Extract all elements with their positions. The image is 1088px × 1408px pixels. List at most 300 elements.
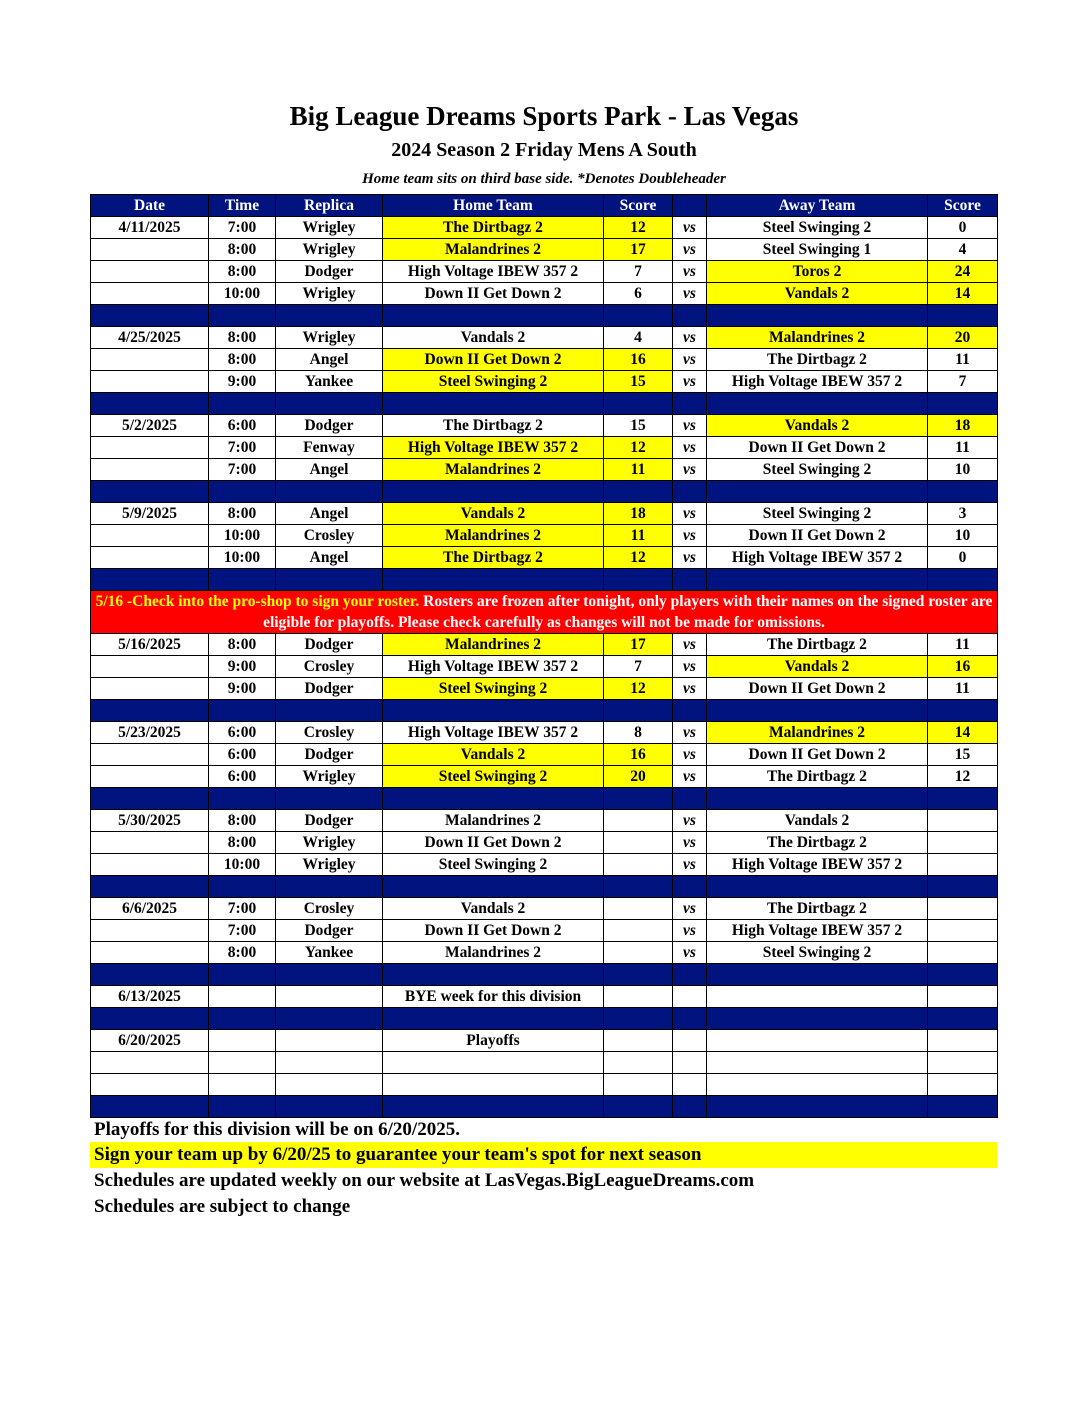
cell-home-team: Steel Swinging 2 <box>383 854 604 876</box>
roster-notice-text: Rosters are frozen after tonight, only players with their names on the signed roster are eligible for playoffs. Please check carefully as changes will not be made for omissions. <box>263 593 993 631</box>
game-row <box>91 261 998 283</box>
cell-home-score <box>604 1052 673 1074</box>
cell-date <box>91 1052 209 1074</box>
game-row <box>91 349 998 371</box>
cell-date <box>91 678 209 700</box>
separator-cell <box>91 788 209 810</box>
cell-field: Dodger <box>276 744 383 766</box>
game-row <box>91 766 998 788</box>
cell-field: Dodger <box>276 415 383 437</box>
col-header-away-score: Score <box>928 195 998 217</box>
separator-cell <box>604 876 673 898</box>
game-row <box>91 1074 998 1096</box>
cell-time: 7:00 <box>209 437 276 459</box>
separator-cell <box>209 964 276 986</box>
cell-away-score: 14 <box>928 283 998 305</box>
cell-away-team: Steel Swinging 1 <box>707 239 928 261</box>
col-header-vs <box>673 195 707 217</box>
cell-date <box>91 920 209 942</box>
cell-home-score: 17 <box>604 239 673 261</box>
separator-cell <box>707 1008 928 1030</box>
cell-date <box>91 547 209 569</box>
cell-date: 6/13/2025 <box>91 986 209 1008</box>
col-header-home-team: Home Team <box>383 195 604 217</box>
cell-date <box>91 371 209 393</box>
cell-away-score <box>928 898 998 920</box>
schedule-body <box>91 217 998 1118</box>
page-title: Big League Dreams Sports Park - Las Vegas <box>289 101 799 131</box>
cell-away-score: 14 <box>928 722 998 744</box>
separator-cell <box>673 876 707 898</box>
separator-cell <box>91 569 209 591</box>
cell-home-score: 12 <box>604 678 673 700</box>
separator-cell <box>928 1008 998 1030</box>
cell-field <box>276 1052 383 1074</box>
cell-home-score: 15 <box>604 371 673 393</box>
separator-cell <box>673 393 707 415</box>
cell-date: 4/25/2025 <box>91 327 209 349</box>
cell-date: 4/11/2025 <box>91 217 209 239</box>
game-row <box>91 810 998 832</box>
cell-vs: vs <box>673 503 707 525</box>
cell-away-team: Vandals 2 <box>707 415 928 437</box>
game-row <box>91 898 998 920</box>
game-row <box>91 503 998 525</box>
separator-cell <box>276 569 383 591</box>
cell-vs: vs <box>673 898 707 920</box>
week-separator-row <box>91 305 998 327</box>
separator-cell <box>383 964 604 986</box>
cell-vs: vs <box>673 656 707 678</box>
cell-time: 8:00 <box>209 634 276 656</box>
cell-home-team: Malandrines 2 <box>383 810 604 832</box>
cell-home-score: 15 <box>604 415 673 437</box>
cell-date <box>91 261 209 283</box>
cell-home-team: Malandrines 2 <box>383 942 604 964</box>
separator-cell <box>91 393 209 415</box>
cell-away-team: The Dirtbagz 2 <box>707 766 928 788</box>
game-row <box>91 415 998 437</box>
roster-notice-row <box>91 591 998 634</box>
game-row <box>91 920 998 942</box>
cell-away-score: 18 <box>928 415 998 437</box>
separator-cell <box>928 788 998 810</box>
cell-vs: vs <box>673 744 707 766</box>
cell-field: Dodger <box>276 261 383 283</box>
cell-time: 9:00 <box>209 656 276 678</box>
separator-cell <box>673 700 707 722</box>
cell-away-score: 0 <box>928 547 998 569</box>
cell-time: 10:00 <box>209 283 276 305</box>
separator-cell <box>91 876 209 898</box>
separator-cell <box>91 1008 209 1030</box>
cell-home-team: High Voltage IBEW 357 2 <box>383 722 604 744</box>
separator-cell <box>673 481 707 503</box>
cell-away-team: High Voltage IBEW 357 2 <box>707 920 928 942</box>
cell-field <box>276 1030 383 1052</box>
cell-away-team: Steel Swinging 2 <box>707 942 928 964</box>
cell-home-score <box>604 832 673 854</box>
cell-away-score <box>928 832 998 854</box>
cell-home-score <box>604 1030 673 1052</box>
game-row <box>91 371 998 393</box>
cell-away-score: 20 <box>928 327 998 349</box>
separator-cell <box>276 700 383 722</box>
game-row <box>91 1052 998 1074</box>
game-row <box>91 547 998 569</box>
cell-time: 8:00 <box>209 349 276 371</box>
cell-away-team: Down II Get Down 2 <box>707 744 928 766</box>
cell-field: Crosley <box>276 525 383 547</box>
cell-vs: vs <box>673 832 707 854</box>
separator-cell <box>604 481 673 503</box>
cell-vs: vs <box>673 547 707 569</box>
col-header-away-team: Away Team <box>707 195 928 217</box>
cell-home-team: Vandals 2 <box>383 744 604 766</box>
cell-field: Wrigley <box>276 283 383 305</box>
separator-cell <box>383 700 604 722</box>
cell-time <box>209 1052 276 1074</box>
schedule-table <box>90 194 998 1118</box>
separator-cell <box>928 876 998 898</box>
cell-home-score <box>604 854 673 876</box>
cell-away-team: Steel Swinging 2 <box>707 217 928 239</box>
cell-away-team: Malandrines 2 <box>707 327 928 349</box>
separator-cell <box>91 1096 209 1118</box>
cell-date <box>91 744 209 766</box>
separator-cell <box>928 1096 998 1118</box>
cell-home-team: Malandrines 2 <box>383 525 604 547</box>
cell-away-team <box>707 1030 928 1052</box>
game-row <box>91 986 998 1008</box>
separator-cell <box>209 393 276 415</box>
cell-home-team: BYE week for this division <box>383 986 604 1008</box>
cell-away-score <box>928 854 998 876</box>
separator-cell <box>707 788 928 810</box>
separator-cell <box>604 1096 673 1118</box>
cell-vs: vs <box>673 371 707 393</box>
roster-notice <box>91 591 998 634</box>
separator-cell <box>604 569 673 591</box>
cell-home-score: 16 <box>604 744 673 766</box>
cell-away-score: 0 <box>928 217 998 239</box>
cell-field: Angel <box>276 547 383 569</box>
separator-cell <box>928 393 998 415</box>
cell-away-score: 11 <box>928 437 998 459</box>
cell-away-team: The Dirtbagz 2 <box>707 634 928 656</box>
cell-away-score: 10 <box>928 459 998 481</box>
cell-date <box>91 1074 209 1096</box>
game-row <box>91 525 998 547</box>
game-row <box>91 283 998 305</box>
cell-date <box>91 239 209 261</box>
separator-cell <box>673 1096 707 1118</box>
cell-date <box>91 283 209 305</box>
cell-home-team: The Dirtbagz 2 <box>383 547 604 569</box>
separator-cell <box>91 481 209 503</box>
cell-vs <box>673 986 707 1008</box>
cell-home-score: 4 <box>604 327 673 349</box>
cell-date <box>91 437 209 459</box>
cell-home-team: The Dirtbagz 2 <box>383 217 604 239</box>
cell-field: Dodger <box>276 810 383 832</box>
game-row <box>91 327 998 349</box>
separator-cell <box>91 305 209 327</box>
week-separator-row <box>91 481 998 503</box>
cell-home-team: Vandals 2 <box>383 327 604 349</box>
cell-vs: vs <box>673 349 707 371</box>
separator-cell <box>604 964 673 986</box>
cell-away-team: Vandals 2 <box>707 283 928 305</box>
cell-vs: vs <box>673 766 707 788</box>
cell-away-team: Down II Get Down 2 <box>707 525 928 547</box>
cell-away-score: 15 <box>928 744 998 766</box>
cell-home-score: 6 <box>604 283 673 305</box>
footer-subject: Schedules are subject to change <box>94 1196 351 1217</box>
cell-date <box>91 832 209 854</box>
week-separator-row <box>91 788 998 810</box>
separator-cell <box>209 1096 276 1118</box>
separator-cell <box>209 700 276 722</box>
separator-cell <box>707 481 928 503</box>
cell-vs <box>673 1030 707 1052</box>
week-separator-row <box>91 700 998 722</box>
cell-home-score: 11 <box>604 525 673 547</box>
game-row <box>91 744 998 766</box>
cell-away-team: Steel Swinging 2 <box>707 459 928 481</box>
cell-time: 7:00 <box>209 898 276 920</box>
cell-vs <box>673 1052 707 1074</box>
cell-vs: vs <box>673 678 707 700</box>
separator-cell <box>91 700 209 722</box>
cell-home-team: Malandrines 2 <box>383 459 604 481</box>
cell-field: Crosley <box>276 898 383 920</box>
week-separator-row <box>91 964 998 986</box>
separator-cell <box>928 305 998 327</box>
cell-vs: vs <box>673 459 707 481</box>
cell-away-score <box>928 810 998 832</box>
separator-cell <box>707 964 928 986</box>
week-separator-row <box>91 1096 998 1118</box>
cell-home-score: 16 <box>604 349 673 371</box>
separator-cell <box>276 481 383 503</box>
col-header-date: Date <box>91 195 209 217</box>
separator-cell <box>209 569 276 591</box>
cell-away-team: Down II Get Down 2 <box>707 678 928 700</box>
separator-cell <box>209 876 276 898</box>
cell-field: Dodger <box>276 678 383 700</box>
game-row <box>91 459 998 481</box>
cell-away-score: 10 <box>928 525 998 547</box>
game-row <box>91 854 998 876</box>
separator-cell <box>604 305 673 327</box>
page-subtitle: 2024 Season 2 Friday Mens A South <box>391 139 697 161</box>
cell-home-score <box>604 986 673 1008</box>
cell-field <box>276 1074 383 1096</box>
separator-cell <box>383 788 604 810</box>
cell-time: 9:00 <box>209 678 276 700</box>
separator-cell <box>383 1096 604 1118</box>
cell-date <box>91 525 209 547</box>
game-row <box>91 656 998 678</box>
separator-cell <box>91 964 209 986</box>
cell-home-score: 7 <box>604 261 673 283</box>
cell-time: 8:00 <box>209 942 276 964</box>
cell-time: 8:00 <box>209 327 276 349</box>
cell-home-score <box>604 942 673 964</box>
game-row <box>91 942 998 964</box>
cell-time: 8:00 <box>209 503 276 525</box>
cell-away-score: 11 <box>928 678 998 700</box>
separator-cell <box>604 700 673 722</box>
table-header-row <box>91 195 998 217</box>
footer-playoffs: Playoffs for this division will be on 6/20/2025. <box>94 1119 460 1140</box>
cell-date: 6/6/2025 <box>91 898 209 920</box>
cell-away-score: 24 <box>928 261 998 283</box>
cell-home-score: 17 <box>604 634 673 656</box>
cell-date: 5/30/2025 <box>91 810 209 832</box>
cell-field: Wrigley <box>276 239 383 261</box>
cell-field: Yankee <box>276 942 383 964</box>
footer-website: Schedules are updated weekly on our website at LasVegas.BigLeagueDreams.com <box>94 1170 755 1191</box>
separator-cell <box>383 569 604 591</box>
cell-field: Crosley <box>276 722 383 744</box>
cell-time: 10:00 <box>209 854 276 876</box>
cell-date: 5/2/2025 <box>91 415 209 437</box>
cell-date: 5/23/2025 <box>91 722 209 744</box>
week-separator-row <box>91 876 998 898</box>
cell-away-team: Down II Get Down 2 <box>707 437 928 459</box>
col-header-time: Time <box>209 195 276 217</box>
cell-vs: vs <box>673 722 707 744</box>
separator-cell <box>209 1008 276 1030</box>
cell-away-score: 7 <box>928 371 998 393</box>
cell-away-score: 11 <box>928 349 998 371</box>
cell-date <box>91 459 209 481</box>
separator-cell <box>276 788 383 810</box>
cell-home-team: Playoffs <box>383 1030 604 1052</box>
game-row <box>91 437 998 459</box>
cell-field: Angel <box>276 349 383 371</box>
separator-cell <box>673 305 707 327</box>
cell-date <box>91 766 209 788</box>
cell-vs: vs <box>673 634 707 656</box>
cell-home-score: 8 <box>604 722 673 744</box>
cell-away-team: Vandals 2 <box>707 656 928 678</box>
cell-home-team: Vandals 2 <box>383 898 604 920</box>
cell-field: Wrigley <box>276 832 383 854</box>
separator-cell <box>276 393 383 415</box>
cell-home-team: Vandals 2 <box>383 503 604 525</box>
cell-field: Yankee <box>276 371 383 393</box>
cell-away-score: 4 <box>928 239 998 261</box>
cell-vs: vs <box>673 810 707 832</box>
cell-field: Crosley <box>276 656 383 678</box>
cell-date: 5/9/2025 <box>91 503 209 525</box>
roster-notice-accent: 5/16 -Check into the pro-shop to sign your roster. <box>95 593 420 610</box>
cell-time: 10:00 <box>209 525 276 547</box>
cell-vs: vs <box>673 920 707 942</box>
cell-field: Fenway <box>276 437 383 459</box>
separator-cell <box>928 964 998 986</box>
cell-date: 6/20/2025 <box>91 1030 209 1052</box>
game-row <box>91 832 998 854</box>
cell-away-score: 3 <box>928 503 998 525</box>
cell-time: 8:00 <box>209 261 276 283</box>
cell-home-team: High Voltage IBEW 357 2 <box>383 261 604 283</box>
cell-field: Wrigley <box>276 766 383 788</box>
cell-date <box>91 854 209 876</box>
cell-away-score <box>928 942 998 964</box>
game-row <box>91 217 998 239</box>
cell-home-score <box>604 898 673 920</box>
cell-away-team: The Dirtbagz 2 <box>707 349 928 371</box>
cell-vs: vs <box>673 854 707 876</box>
cell-date <box>91 942 209 964</box>
cell-away-team: High Voltage IBEW 357 2 <box>707 854 928 876</box>
separator-cell <box>928 481 998 503</box>
cell-time: 8:00 <box>209 239 276 261</box>
cell-away-team: High Voltage IBEW 357 2 <box>707 371 928 393</box>
cell-home-team: Steel Swinging 2 <box>383 766 604 788</box>
cell-field <box>276 986 383 1008</box>
cell-home-team: The Dirtbagz 2 <box>383 415 604 437</box>
col-header-replica: Replica <box>276 195 383 217</box>
cell-time: 6:00 <box>209 766 276 788</box>
cell-away-team <box>707 1074 928 1096</box>
separator-cell <box>276 1008 383 1030</box>
cell-date <box>91 656 209 678</box>
cell-vs <box>673 1074 707 1096</box>
cell-time: 8:00 <box>209 810 276 832</box>
schedule-note: Home team sits on third base side. *Denotes Doubleheader <box>362 171 726 187</box>
cell-vs: vs <box>673 261 707 283</box>
separator-cell <box>383 481 604 503</box>
game-row <box>91 239 998 261</box>
cell-away-team: Steel Swinging 2 <box>707 503 928 525</box>
separator-cell <box>383 1008 604 1030</box>
game-row <box>91 634 998 656</box>
separator-cell <box>276 1096 383 1118</box>
cell-home-team: Down II Get Down 2 <box>383 349 604 371</box>
cell-home-team: High Voltage IBEW 357 2 <box>383 437 604 459</box>
cell-home-team <box>383 1052 604 1074</box>
cell-home-team: Steel Swinging 2 <box>383 678 604 700</box>
cell-away-score <box>928 1030 998 1052</box>
separator-cell <box>383 305 604 327</box>
cell-home-score: 20 <box>604 766 673 788</box>
cell-time: 7:00 <box>209 217 276 239</box>
cell-time: 8:00 <box>209 832 276 854</box>
cell-vs: vs <box>673 217 707 239</box>
separator-cell <box>928 700 998 722</box>
separator-cell <box>209 305 276 327</box>
separator-cell <box>604 788 673 810</box>
cell-time: 6:00 <box>209 744 276 766</box>
cell-home-team: Down II Get Down 2 <box>383 920 604 942</box>
cell-home-team: Malandrines 2 <box>383 634 604 656</box>
cell-away-score <box>928 1074 998 1096</box>
cell-time: 7:00 <box>209 920 276 942</box>
cell-home-score: 18 <box>604 503 673 525</box>
separator-cell <box>209 481 276 503</box>
cell-away-team: Malandrines 2 <box>707 722 928 744</box>
separator-cell <box>276 964 383 986</box>
cell-away-score: 16 <box>928 656 998 678</box>
separator-cell <box>673 569 707 591</box>
separator-cell <box>707 700 928 722</box>
cell-time <box>209 1074 276 1096</box>
